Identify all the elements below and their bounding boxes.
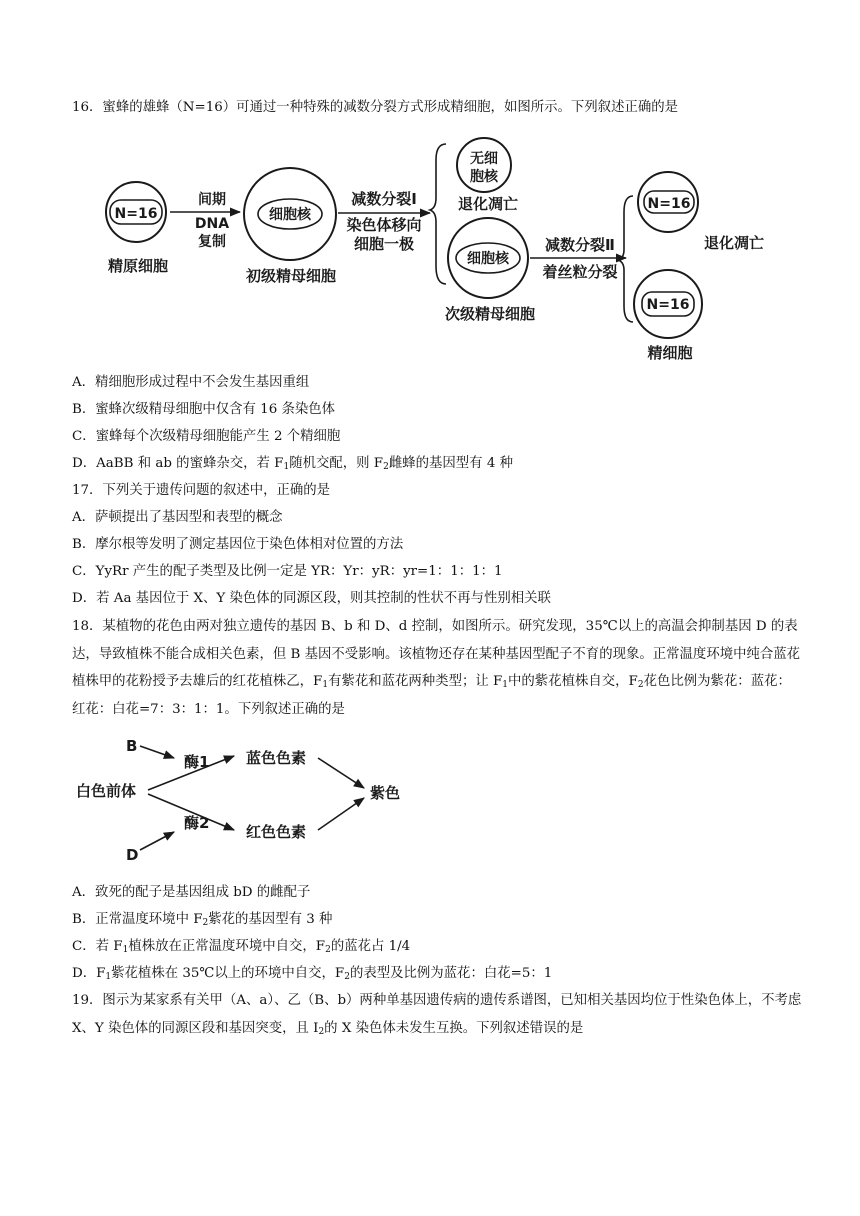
q17-stem: 17．下列关于遗传问题的叙述中，正确的是 <box>72 483 331 498</box>
spermatogonium-inner-label: N=16 <box>114 206 158 222</box>
centromere-split-label: 着丝粒分裂 <box>542 263 618 281</box>
dna-label: DNA <box>194 216 230 232</box>
secondary-nucleus-label: 细胞核 <box>467 251 509 267</box>
pigment-pathway-diagram <box>74 732 434 867</box>
enzyme2-label: 酶2 <box>184 814 210 832</box>
interphase-label: 间期 <box>198 192 226 208</box>
gene-b-label: B <box>126 737 138 755</box>
q19-stem: 19．图示为某家系有关甲（A、a）、乙（B、b）两种单基因遗传病的遗传系谱图，已知相关基因均位于性染色体上，不考虑 X、Y 染色体的同源区段和基因突变，且 $I_2$的 X 染色体未发生互换。下列叙述错误的是 <box>72 993 802 1037</box>
replication-label: 复制 <box>198 234 226 250</box>
red-pigment-label: 红色色素 <box>246 823 307 841</box>
gene-d-label: D <box>126 846 139 864</box>
degenerate-label-1: 退化凋亡 <box>457 195 519 213</box>
q17-option-d: D．若 Aa 基因位于 X、Y 染色体的同源区段，则其控制的性状不再与性别相关联 <box>72 591 551 606</box>
purple-label: 紫色 <box>370 784 401 802</box>
meiosis2-label: 减数分裂Ⅱ <box>545 236 615 254</box>
meiosis1-label: 减数分裂Ⅰ <box>351 190 417 208</box>
precursor-label: 白色前体 <box>76 782 137 800</box>
q17-option-a: A．萨顿提出了基因型和表型的概念 <box>72 510 283 525</box>
q18-option-d: D．$F_1$紫花植株在 35℃以上的环境中自交，$F_2$的表型及比例为蓝花：白花=5：1 <box>72 966 553 982</box>
brace-2 <box>618 196 633 322</box>
q18-option-a: A．致死的配子是基因组成 bD 的雌配子 <box>72 885 311 900</box>
chromosome-move-label: 染色体移向 <box>346 216 422 234</box>
secondary-spermatocyte-label: 次级精母细胞 <box>444 305 536 323</box>
arrow-d-enzyme <box>140 832 174 850</box>
primary-spermatocyte-label: 初级精母细胞 <box>245 267 337 285</box>
degenerating-cell-label: N=16 <box>647 196 691 212</box>
primary-nucleus-label: 细胞核 <box>269 207 311 223</box>
blue-pigment-label: 蓝色色素 <box>246 749 307 767</box>
arrow-blue-purple <box>318 758 364 788</box>
q16-option-b: B．蜜蜂次级精母细胞中仅含有 16 条染色体 <box>72 402 336 417</box>
enzyme1-label: 酶1 <box>184 753 210 771</box>
spermatogonium-label: 精原细胞 <box>107 257 169 275</box>
q17-option-c: C．YyRr 产生的配子类型及比例一定是 YR：Yr：yR：yr=1：1：1：1 <box>72 564 503 579</box>
q18-option-b: B．正常温度环境中 $F_2$紫花的基因型有 3 种 <box>72 912 333 928</box>
anucleate-label-2: 胞核 <box>470 169 498 185</box>
arrow-b-enzyme <box>140 746 174 758</box>
q17-option-b: B．摩尔根等发明了测定基因位于染色体相对位置的方法 <box>72 537 404 552</box>
degenerate-label-2: 退化凋亡 <box>704 234 765 252</box>
brace-1 <box>430 144 446 284</box>
sperm-label: 精细胞 <box>647 344 693 362</box>
q16-option-a: A．精细胞形成过程中不会发生基因重组 <box>72 375 310 390</box>
q18-option-c: C．若 $F_1$植株放在正常温度环境中自交，$F_2$的蓝花占 1/4 <box>72 939 411 955</box>
meiosis-diagram <box>96 138 765 368</box>
arrow-red-purple <box>318 798 364 830</box>
q18-stem: 18．某植物的花色由两对独立遗传的基因 B、b 和 D、d 控制，如图所示。研究发现，35℃以上的高温会抑制基因 D 的表达，导致植株不能合成相关色素，但 B 基因不受影响。该植物还存在某种基因型配子不育的现象。正常温度环境中纯合蓝花植株甲的花粉授予去雄后的红花植株乙，$F_1$有紫花和蓝花两种类型；让 $F_1$中的紫花植株自交，$F_2$花色比例为紫花：蓝花：红花：白花=7：3：1：1。下列叙述正确的是 <box>72 619 801 717</box>
q16-stem: 16．蜜蜂的雄蜂（N=16）可通过一种特殊的减数分裂方式形成精细胞，如图所示。下列叙述正确的是 <box>72 100 679 115</box>
cell-pole-label: 细胞一极 <box>353 235 415 253</box>
anucleate-label-1: 无细 <box>470 151 498 167</box>
sperm-inner-label: N=16 <box>646 297 690 313</box>
q16-option-d: D．AaBB 和 ab 的蜜蜂杂交，若 $F_1$随机交配，则 $F_2$雌蜂的基因型有 4 种 <box>72 456 514 472</box>
q16-option-c: C．蜜蜂每个次级精母细胞能产生 2 个精细胞 <box>72 429 341 444</box>
